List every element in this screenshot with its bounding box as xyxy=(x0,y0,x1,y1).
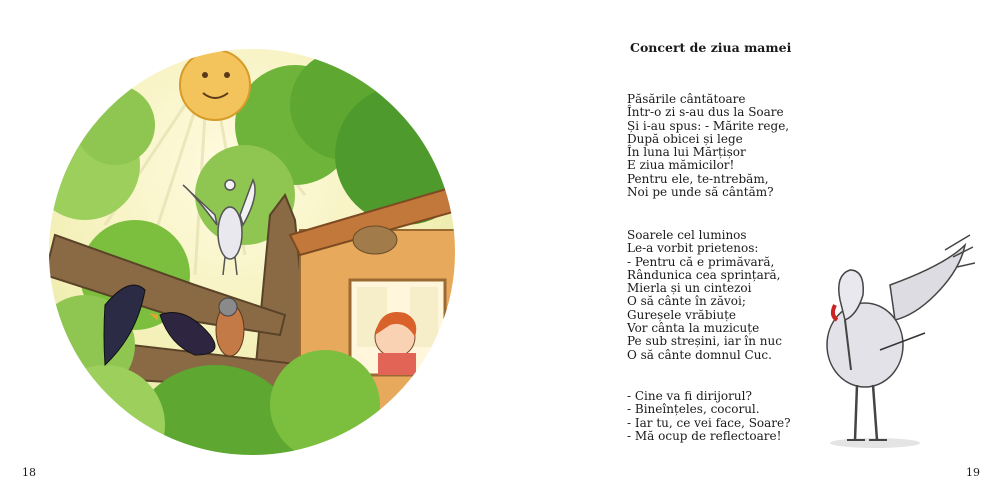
poem-line: Noi pe unde să cântăm? xyxy=(627,185,774,200)
poem-title: Concert de ziua mamei xyxy=(630,40,792,55)
poem-stanza xyxy=(627,390,791,443)
poem-line: Într-o zi s-au dus la Soare xyxy=(627,105,784,120)
poem-stanza xyxy=(627,229,782,362)
poem-stanza xyxy=(627,93,789,199)
poem-line: Rândunica cea sprințară, xyxy=(627,267,781,282)
illustration-birds-sun-tree xyxy=(45,45,460,460)
poem-line: - Pentru că e primăvară, xyxy=(627,254,775,269)
poem-line: Soarele cel luminos xyxy=(627,228,747,242)
poem-line: - Cine va fi dirijorul? xyxy=(627,389,752,403)
page-number: 18 xyxy=(22,466,36,479)
poem-line: După obicei și lege xyxy=(627,131,743,146)
poem-line: - Iar tu, ce vei face, Soare? xyxy=(627,415,791,430)
page-number: 19 xyxy=(966,466,980,479)
poem-line: Păsările cântătoare xyxy=(627,92,746,106)
sun xyxy=(180,50,250,120)
poem-line: Pe sub streșini, iar în nuc xyxy=(627,334,782,349)
poem-line: În luna lui Mărțișor xyxy=(627,145,746,160)
poem-line: - Mă ocup de reflectoare! xyxy=(627,428,782,443)
poem-line: - Bineînțeles, cocorul. xyxy=(627,402,760,417)
poem-line: Și i-au spus: - Mărite rege, xyxy=(627,118,790,133)
poem-line: Vor cânta la muzicuțe xyxy=(627,321,760,336)
girl-at-window xyxy=(375,312,416,375)
poem-line: Gureșele vrăbiuțe xyxy=(627,307,737,322)
poem-line: Pentru ele, te-ntrebăm, xyxy=(627,171,769,186)
poem-line: Le-a vorbit prietenos: xyxy=(627,241,759,256)
poem-line: O să cânte în zăvoi; xyxy=(627,294,746,309)
conductor-crane-illustration xyxy=(795,225,975,455)
poem-line: E ziua mămicilor! xyxy=(627,158,735,173)
poem-line: Mierla și un cintezoi xyxy=(627,281,752,296)
poem-line: O să cânte domnul Cuc. xyxy=(627,347,772,362)
